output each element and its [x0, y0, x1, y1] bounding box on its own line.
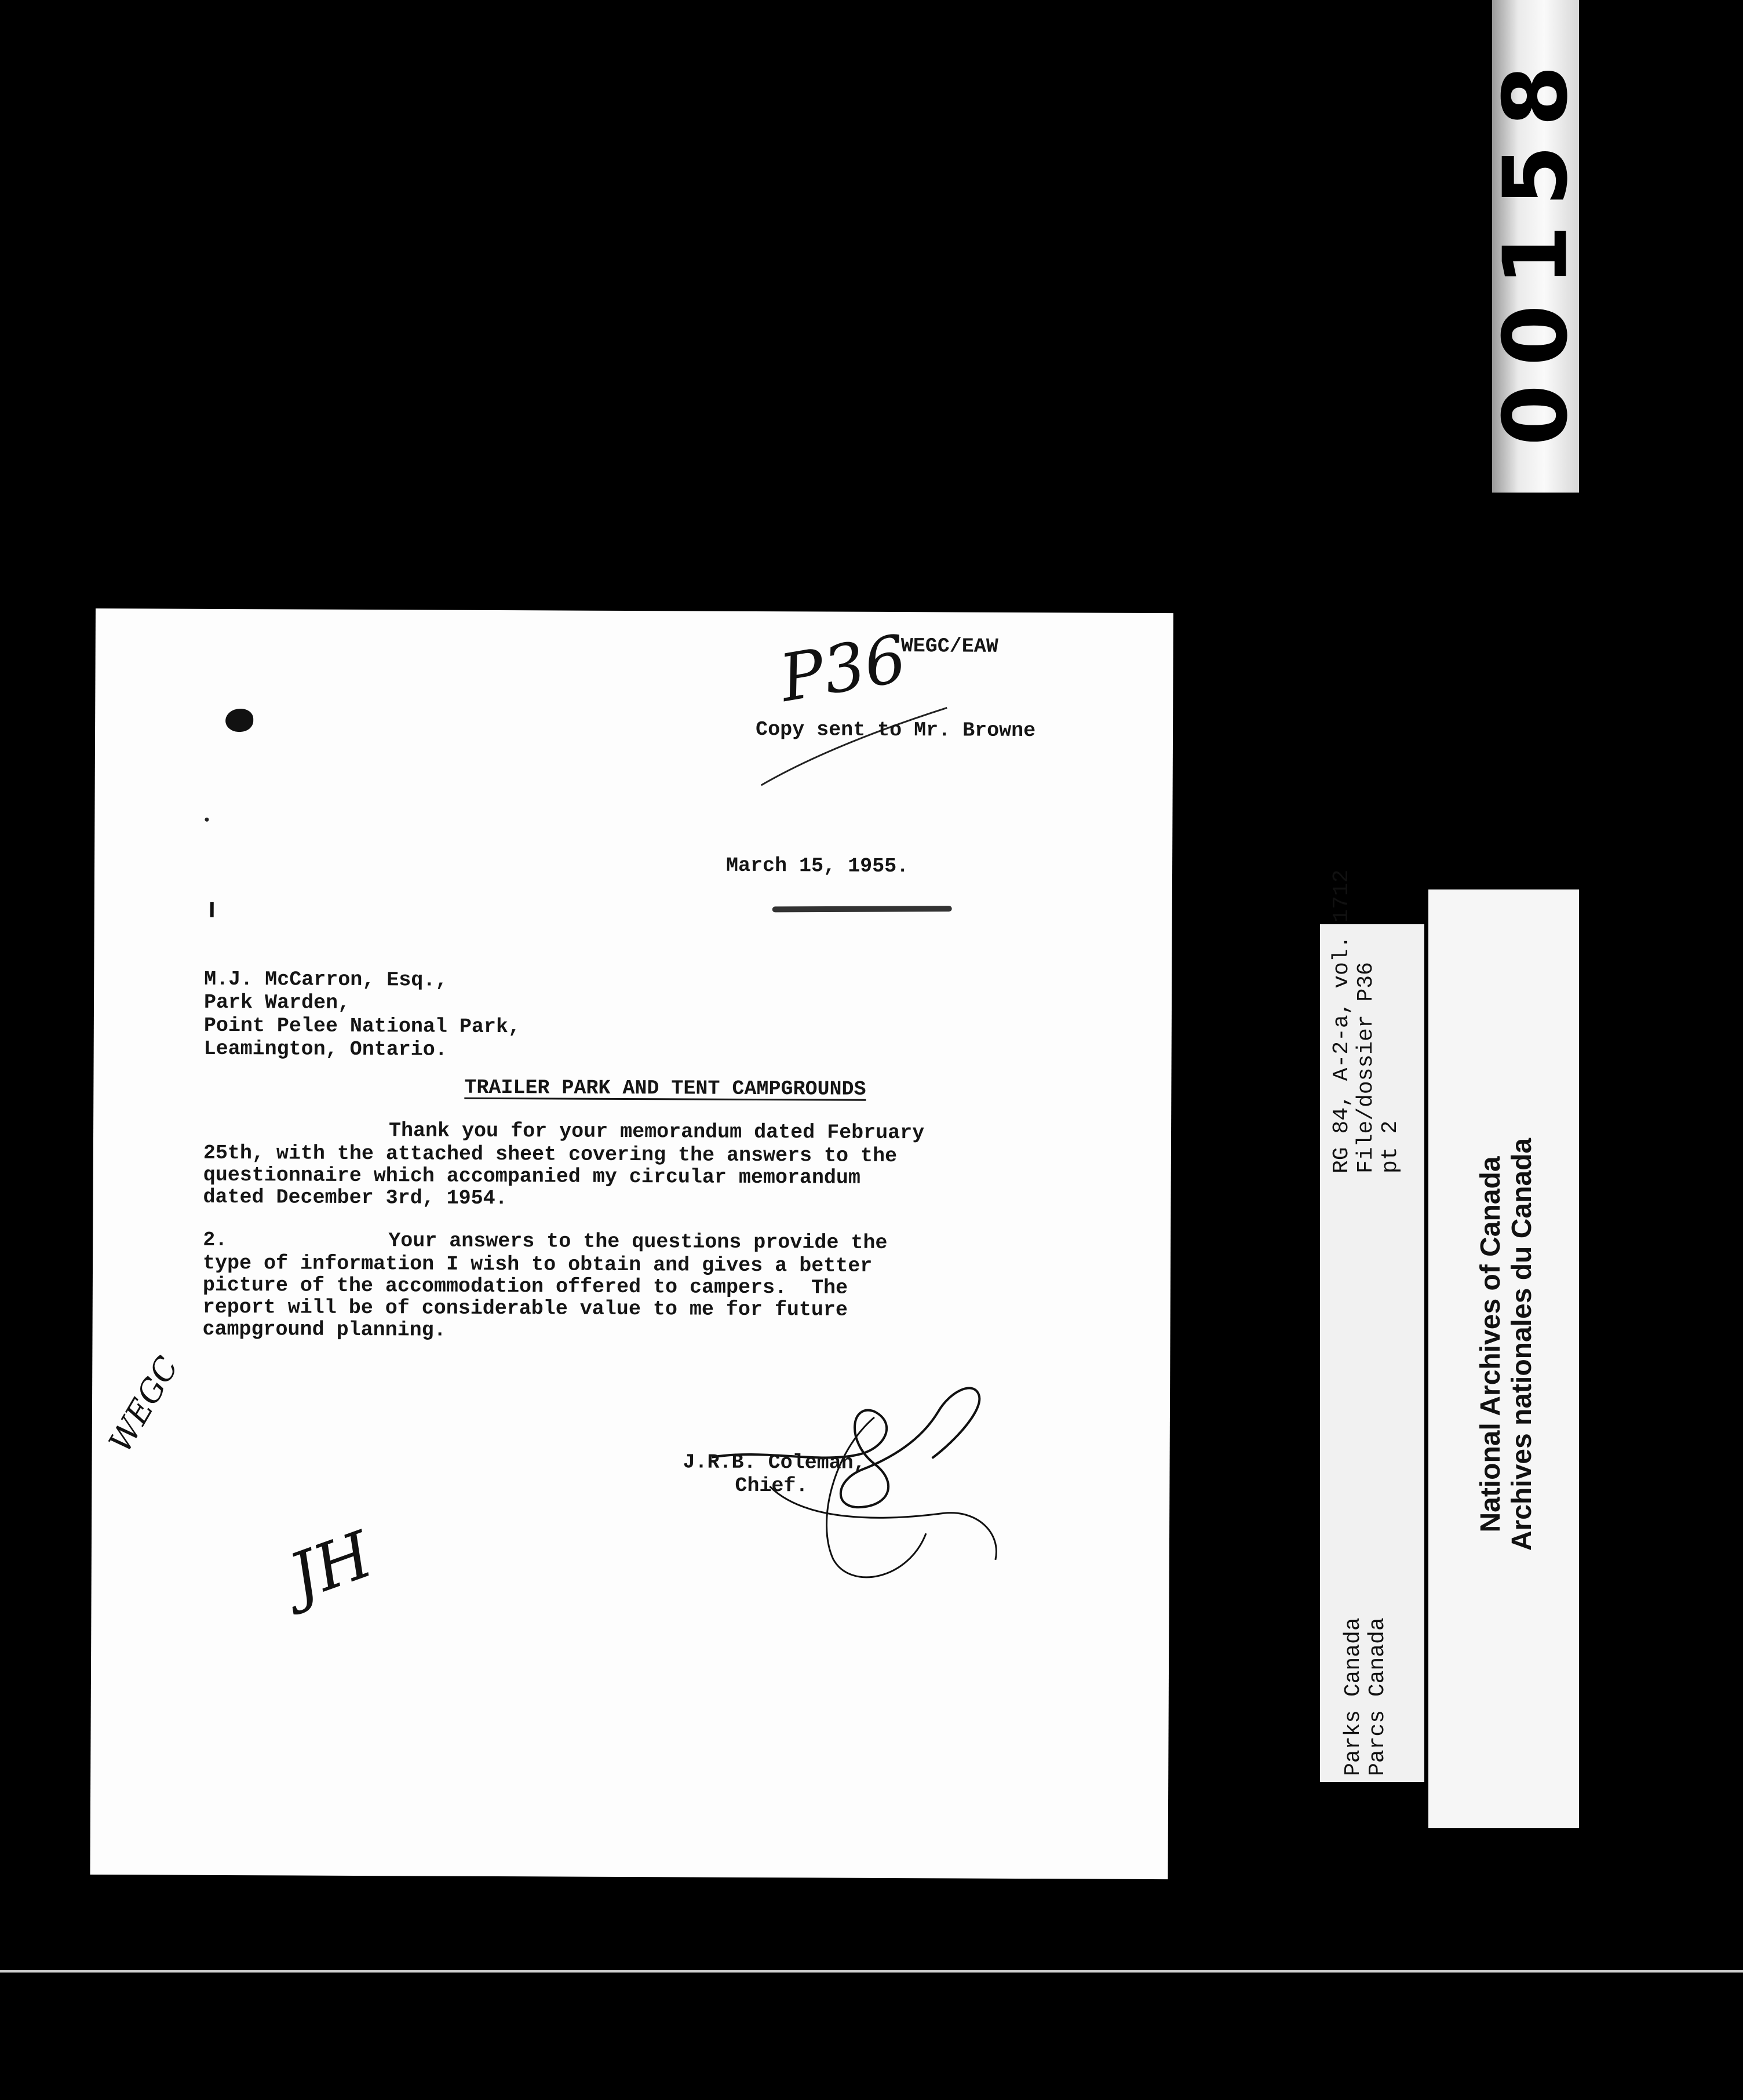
archive-reference-line: pt 2 [1378, 1120, 1403, 1173]
paragraph-line: type of information I wish to obtain and gives a better [202, 1251, 873, 1278]
archive-agency [1341, 1602, 1399, 1776]
file-number-annotation [750, 623, 982, 792]
archives-name [1475, 1138, 1538, 1551]
paragraph-line: Thank you for your memorandum dated February [388, 1119, 925, 1145]
agency-fr: Parcs Canada [1365, 1617, 1390, 1776]
reference-code: WEGC/EAW [900, 635, 998, 658]
signatory-name: J.R.B. Coleman, [683, 1450, 866, 1475]
archives-name-fr: Archives nationales du Canada [1507, 1138, 1537, 1551]
archive-reference [1329, 869, 1411, 1173]
frame-number: 00158 [1484, 46, 1587, 446]
letter-page [90, 608, 1173, 1879]
agency-en: Parks Canada [1341, 1617, 1366, 1776]
paragraph-line: dated December 3rd, 1954. [203, 1185, 508, 1211]
subject-heading: TRAILER PARK AND TENT CAMPGROUNDS [464, 1075, 866, 1101]
date-underline [772, 906, 952, 912]
archive-reference-line: RG 84, A-2-a, vol. 1712 [1329, 869, 1354, 1173]
archive-reference-line: File/dossier P36 [1354, 962, 1379, 1173]
paragraph-line: questionnaire which accompanied my circular memorandum [203, 1163, 860, 1190]
ink-blot [225, 709, 253, 732]
paragraph-line: picture of the accommodation offered to campers. The [202, 1273, 848, 1300]
recipient-line: Park Warden, [203, 990, 351, 1015]
recipient-line: Point Pelee National Park, [203, 1013, 521, 1039]
speck [205, 818, 209, 822]
paragraph-line: 25th, with the attached sheet covering the answers to the [203, 1141, 898, 1168]
margin-initials [101, 1350, 220, 1496]
archives-name-en: National Archives of Canada [1475, 1156, 1506, 1533]
margin-initials-text: WEGC [101, 1350, 186, 1459]
paragraph-line: campground planning. [202, 1317, 446, 1342]
margin-mark [282, 1513, 410, 1647]
paragraph-number: 2. [203, 1228, 228, 1252]
file-number: P36 [774, 621, 912, 717]
paragraph-line: report will be of considerable value to me for future [202, 1295, 848, 1322]
copy-note: Copy sent to Mr. Browne [756, 717, 1036, 743]
margin-tick [210, 902, 214, 917]
signatory-title: Chief. [735, 1474, 808, 1498]
letter-date: March 15, 1955. [725, 854, 909, 878]
margin-mark-text: JH [280, 1517, 382, 1615]
recipient-line: Leamington, Ontario. [203, 1037, 447, 1062]
film-edge-line [0, 1970, 1743, 1973]
paragraph-line: Your answers to the questions provide the [388, 1229, 888, 1255]
recipient-line: M.J. McCarron, Esq., [204, 967, 448, 992]
